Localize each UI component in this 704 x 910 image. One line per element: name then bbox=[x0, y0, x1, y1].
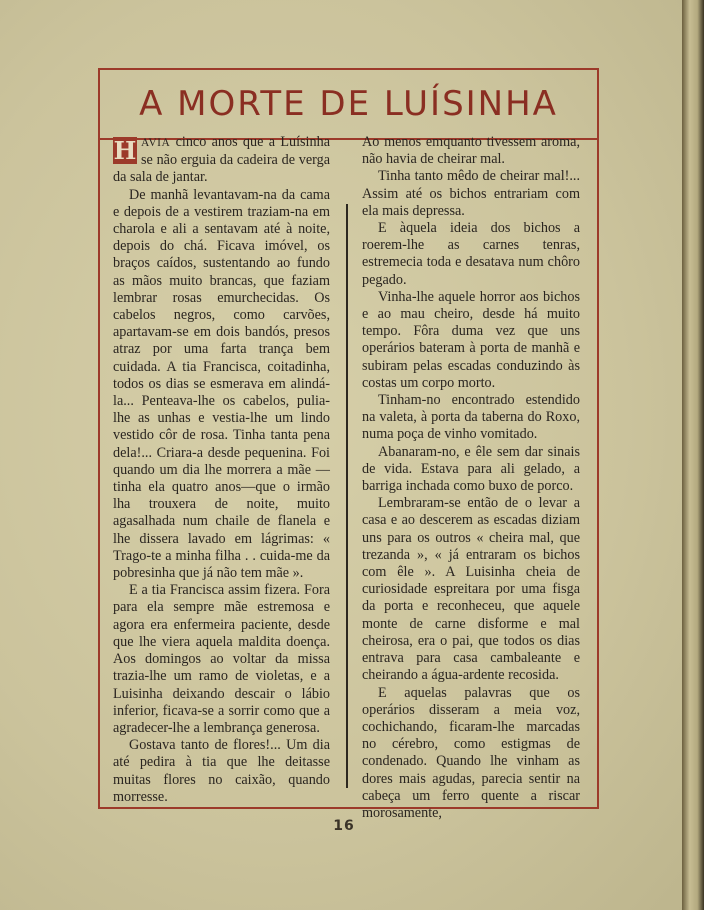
column-divider bbox=[346, 204, 348, 788]
paragraph: De manhã levantavam-na da cama e depois de a vestirem traziam-na em charola e ali a sentavam até à noite, depois do chá. Ficava imóvel, os braços caídos, sustentando ao fundo as mãos muito brancas, que faziam lembrar rosas emurchecidas. Os cabelos negros, como carvões, apartavam-se em dois bandós, presos atraz por uma farta trança bem cuidada. A tia Francisca, coitadinha, todos os dias se esmerava em alindá-la... Penteava-lhe os cabelos, pulia-lhe as unhas e vestia-lhe um lindo vestido côr de rosa. Tinha tanta pena dela!... Criara-a desde pequenina. Foi quando um dia lhe morrera a mãe —tinha ela quatro anos—que o irmão lha trouxera de noite, muito agasalhada num chaile de flanela e lhe dissera lavado em lágrimas: « Trago-te a minha filha . . cuida-me da pobresinha que já não tem mãe ». bbox=[113, 186, 330, 582]
paragraph: E aquelas palavras que os operários disseram a meia voz, cochichando, ficaram-lhe marcadas no cérebro, como estigmas de condenado. Quando lhe vinham as dores mais agudas, parecia sentir na cabeça um ferro quente a riscar morosamente, bbox=[362, 684, 580, 821]
paragraph: Gostava tanto de flores!... Um dia até pedira à tia que lhe deitasse muitas flores no caixão, quando morresse. bbox=[113, 737, 330, 805]
paragraph bbox=[113, 134, 330, 187]
paragraph: E àquela ideia dos bichos a roerem-lhe as carnes tenras, estremecia toda e desatava num chôro pegado. bbox=[362, 220, 580, 288]
paragraph: Vinha-lhe aquele horror aos bichos e ao mau cheiro, desde há muito tempo. Fôra duma vez que uns operários bateram à porta de manhã e subiram pelas escadas conduzindo às costas um corpo morto. bbox=[362, 288, 580, 391]
drop-cap: H bbox=[113, 136, 137, 165]
paragraph: Tinham-no encontrado estendido na valeta, à porta da taberna do Roxo, numa poça de vinho vomitado. bbox=[362, 392, 580, 443]
paragraph: Tinha tanto mêdo de cheirar mal!... Assim até os bichos entrariam com ela mais depressa. bbox=[362, 168, 580, 219]
page-number: 16 bbox=[333, 818, 355, 834]
opening-word-rest: AVIA bbox=[141, 137, 171, 149]
paragraph: Lembraram-se então de o levar a casa e ao descerem as escadas diziam uns para os outros « cheira mal, que trezanda », « já entraram os bichos com êle ». A Luisinha cheia de curiosidade espreitara por uma fisga da porta e reconheceu, que aquele monte de carne disforme e mal cheirosa, era o pai, que todos os dias entrava para casa cambaleante e cheirando a água-ardente recosida. bbox=[362, 495, 580, 684]
right-column bbox=[362, 134, 580, 822]
paragraph-text: cinco anos que a Luísinha se não erguia da cadeira de verga da sala de jantar. bbox=[113, 134, 330, 186]
paragraph: E a tia Francisca assim fizera. Fora para ela sempre mãe estremosa e agora era enfermeira paciente, desde que lhe viera aquela maldita doença. Aos domingos ao voltar da missa trazia-lhe um ramo de violetas, e a Luisinha deixando descair o lábio inferior, ficava-se a sorrir como que a agradecer-lhe a lembrança generosa. bbox=[113, 582, 330, 736]
story-title: A MORTE DE LUÍSINHA bbox=[139, 84, 558, 124]
book-spine bbox=[682, 0, 704, 910]
paragraph: Ao menos emquanto tivessem aroma, não havia de cheirar mal. bbox=[362, 134, 580, 168]
left-column bbox=[113, 134, 330, 806]
title-band bbox=[100, 70, 597, 140]
paragraph: Abanaram-no, e êle sem dar sinais de vida. Estava para ali gelado, a barriga inchada como buxo de porco. bbox=[362, 443, 580, 495]
